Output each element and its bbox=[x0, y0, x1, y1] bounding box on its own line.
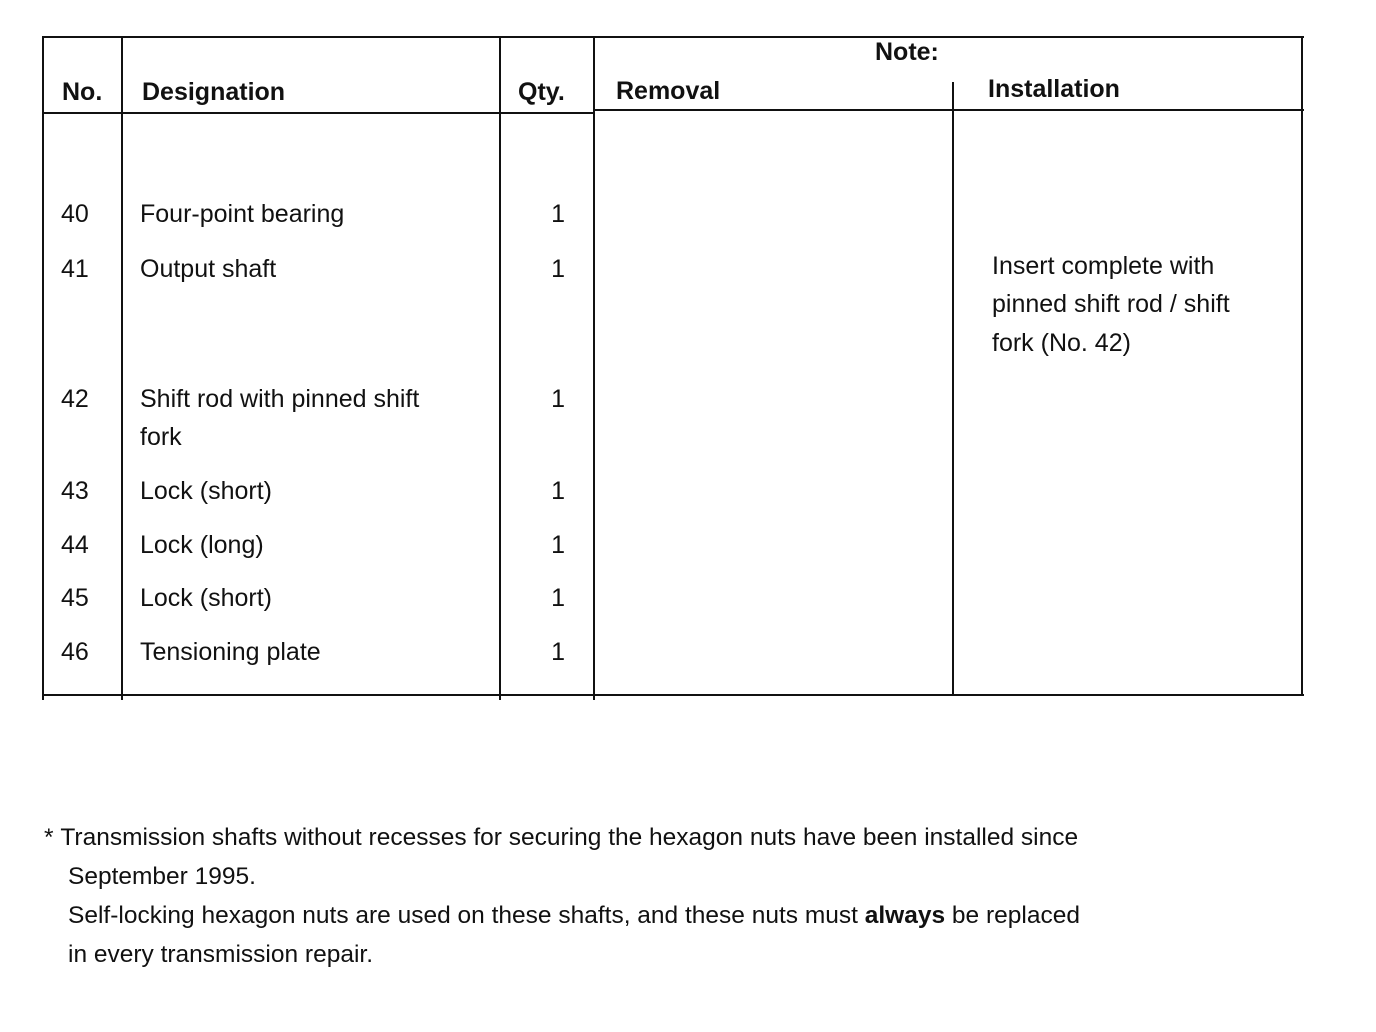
table-row-qty: 1 bbox=[551, 584, 565, 612]
header-designation: Designation bbox=[142, 78, 286, 106]
table-row-no: 43 bbox=[61, 477, 89, 505]
footnote-text: be replaced bbox=[945, 902, 1080, 929]
table-row-designation: Lock (short) bbox=[140, 584, 272, 612]
header-removal: Removal bbox=[616, 77, 721, 105]
footnote-text: Self-locking hexagon nuts are used on these shafts, and these nuts must bbox=[68, 902, 865, 929]
table-row-designation: Lock (long) bbox=[140, 531, 264, 559]
table-bottom-border bbox=[42, 694, 1304, 696]
footnote-marker: * bbox=[44, 824, 54, 851]
header-no: No. bbox=[62, 78, 103, 106]
installation-note-line: fork (No. 42) bbox=[992, 329, 1131, 357]
footnote-line-3 bbox=[44, 896, 1284, 935]
footnote bbox=[44, 818, 1284, 974]
installation-note-line: pinned shift rod / shift bbox=[992, 290, 1230, 318]
table-row-designation: Four-point bearing bbox=[140, 200, 345, 228]
table-row-no: 42 bbox=[61, 385, 89, 413]
table-row-qty: 1 bbox=[551, 385, 565, 413]
header-installation: Installation bbox=[988, 75, 1120, 103]
col-divider-qty bbox=[593, 36, 595, 700]
header-note: Note: bbox=[875, 38, 939, 66]
col-divider-removal bbox=[952, 82, 954, 696]
table-row-no: 46 bbox=[61, 638, 89, 666]
installation-note-line: Insert complete with bbox=[992, 252, 1215, 280]
footnote-line-4: in every transmission repair. bbox=[68, 941, 374, 968]
table-row-designation-continued: fork bbox=[140, 423, 182, 451]
table-row-designation: Tensioning plate bbox=[140, 638, 321, 666]
table-row-qty: 1 bbox=[551, 477, 565, 505]
table-row-qty: 1 bbox=[551, 255, 565, 283]
table-right-border bbox=[1301, 36, 1303, 696]
footnote-emphasis: always bbox=[864, 902, 946, 929]
header-qty: Qty. bbox=[518, 78, 565, 106]
table-row-qty: 1 bbox=[551, 531, 565, 559]
table-row-qty: 1 bbox=[551, 200, 565, 228]
table-top-border bbox=[42, 36, 1304, 38]
header-bottom-border bbox=[42, 112, 594, 114]
table-row-designation: Output shaft bbox=[140, 255, 277, 283]
table-row-designation: Shift rod with pinned shift bbox=[140, 385, 420, 413]
col-divider-no bbox=[121, 36, 123, 700]
table-row-no: 44 bbox=[61, 531, 89, 559]
note-subheader-divider bbox=[594, 109, 1304, 111]
footnote-text: Transmission shafts without recesses for securing the hexagon nuts have been installed since bbox=[60, 824, 1079, 851]
col-divider-designation bbox=[499, 36, 501, 700]
table-row-qty: 1 bbox=[551, 638, 565, 666]
table-left-border bbox=[42, 36, 44, 700]
footnote-line-1 bbox=[44, 818, 1284, 857]
table-row-no: 40 bbox=[61, 200, 89, 228]
table-row-designation: Lock (short) bbox=[140, 477, 272, 505]
table-row-no: 45 bbox=[61, 584, 89, 612]
table-row-no: 41 bbox=[61, 255, 89, 283]
footnote-line-2: September 1995. bbox=[68, 863, 256, 890]
